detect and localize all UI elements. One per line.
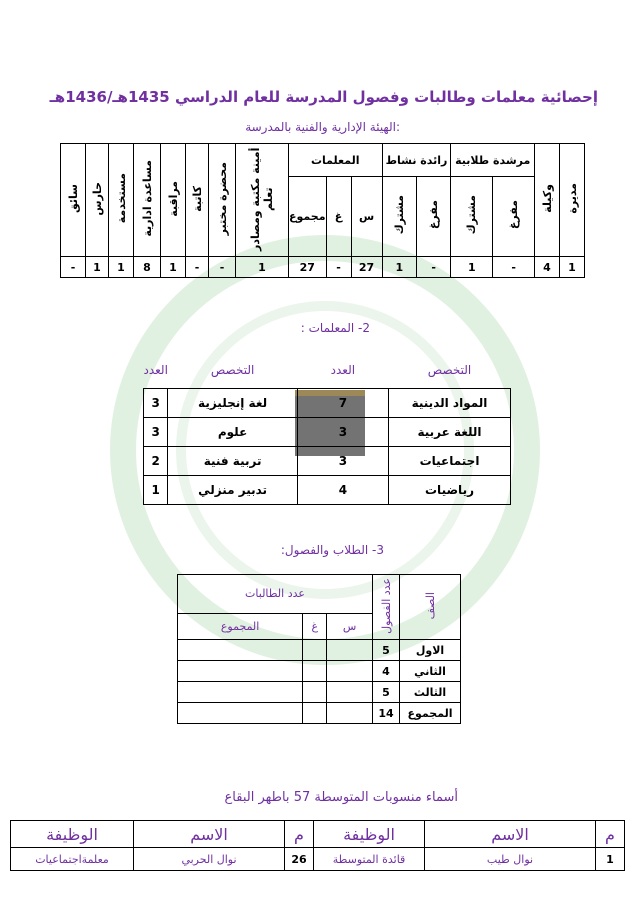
specialty-cell: تربية فنية [168, 447, 297, 476]
table-row [144, 447, 511, 476]
classes-cell: 4 [373, 661, 400, 682]
classes-cell: 5 [373, 640, 400, 661]
count-cell: 3 [144, 389, 168, 418]
col-s: س [327, 613, 373, 639]
specialty-cell: تدبير منزلي [168, 476, 297, 505]
job-cell: قائدة المتوسطة [314, 848, 425, 871]
value-cell: 4 [535, 257, 560, 278]
section4-heading: أسماء منسوبات المتوسطة 57 باطهر البقاع [224, 790, 458, 805]
m-cell: 26 [285, 848, 314, 871]
name-cell: نوال الحربي [134, 848, 285, 871]
value-cell: - [417, 257, 451, 278]
header-amina: أمينة مكتبة ومصادر تعلم [249, 146, 275, 251]
value-cell: - [326, 257, 351, 278]
value-cell: - [61, 257, 86, 278]
grade-cell: الثالث [400, 682, 461, 703]
section1-heading: :الهيئة الإدارية والفنية بالمدرسة [245, 120, 400, 134]
section2-heading: 2- المعلمات : [300, 321, 370, 335]
specialty-cell: رياضيات [389, 476, 511, 505]
table-row [178, 703, 461, 724]
value-cell: - [493, 257, 535, 278]
job-cell: معلمةاجتماعيات [11, 848, 134, 871]
value-cell: 27 [351, 257, 382, 278]
count-cell: 7 [297, 389, 388, 418]
count-cell: 3 [297, 418, 388, 447]
count-cell: 3 [297, 447, 388, 476]
col-job: الوظيفة [314, 821, 425, 848]
col-count: العدد [330, 363, 356, 377]
staff-table [60, 143, 585, 278]
header-mudira: مديرة [565, 183, 579, 214]
header-haris: حارس [90, 181, 104, 216]
value-cell: 1 [86, 257, 109, 278]
col-students: عدد الطالبات [178, 575, 373, 614]
col-m: م [596, 821, 625, 848]
grade-cell: المجموع [400, 703, 461, 724]
col-count: العدد [143, 363, 168, 377]
grade-cell: الاول [400, 640, 461, 661]
grade-cell: الثاني [400, 661, 461, 682]
value-cell: 27 [289, 257, 327, 278]
col-gh: غ [303, 613, 327, 639]
header-katiba: كاتبة [190, 185, 204, 212]
col-specialty: التخصص [427, 363, 472, 377]
specialty-cell: المواد الدينية [389, 389, 511, 418]
count-cell: 3 [144, 418, 168, 447]
m-cell: 1 [596, 848, 625, 871]
value-cell: - [186, 257, 209, 278]
staff-values-row [61, 257, 585, 278]
header-gh: غ [326, 177, 351, 257]
header-mustakhdama: مستخدمة [114, 173, 128, 224]
page-title: إحصائية معلمات وطالبات وفصول المدرسة للعام الدراسي 1435هـ/1436هـ [49, 88, 598, 106]
table-row [178, 640, 461, 661]
header-murshida: مرشدة طلابية [451, 144, 535, 177]
value-cell: 1 [236, 257, 289, 278]
classes-table [177, 574, 461, 724]
table-row [144, 418, 511, 447]
value-cell: 1 [109, 257, 134, 278]
murshida-mushtarak: مشترك [465, 195, 479, 235]
col-classes: عدد الفصول [379, 577, 393, 634]
section3-heading: 3- الطلاب والفصول: [280, 543, 384, 557]
header-muhdira: محضرة مختبر [215, 161, 229, 236]
col-job: الوظيفة [11, 821, 134, 848]
header-saiq: سائق [66, 184, 80, 213]
raida-mushtarak: مشترك [392, 195, 406, 235]
count-cell: 2 [144, 447, 168, 476]
table-row [11, 848, 625, 871]
classes-cell: 5 [373, 682, 400, 703]
specialty-cell: اجتماعيات [389, 447, 511, 476]
value-cell: - [209, 257, 236, 278]
col-m: م [285, 821, 314, 848]
value-cell: 8 [134, 257, 161, 278]
header-wakila: وكيلة [540, 184, 554, 213]
raida-mutafarrigh: مفرغ [427, 200, 441, 230]
value-cell: 1 [382, 257, 416, 278]
murshida-mutafarrigh: مفرغ [507, 200, 521, 230]
col-total: المجموع [178, 613, 303, 639]
count-cell: 4 [297, 476, 388, 505]
header-muallimat: المعلمات [289, 144, 383, 177]
table-row [144, 476, 511, 505]
col-name: الاسم [134, 821, 285, 848]
table-row [178, 682, 461, 703]
table-row [178, 661, 461, 682]
header-s: س [351, 177, 382, 257]
staff-names-table [10, 820, 625, 871]
value-cell: 1 [451, 257, 493, 278]
value-cell: 1 [560, 257, 585, 278]
header-musaida: مساعدة ادارية [140, 160, 154, 237]
value-cell: 1 [161, 257, 186, 278]
specialty-cell: اللغة عربية [389, 418, 511, 447]
name-cell: نوال طيب [425, 848, 596, 871]
col-specialty: التخصص [210, 363, 255, 377]
header-total: مجموع [289, 177, 327, 257]
col-grade: الصف [423, 591, 437, 620]
table-row [144, 389, 511, 418]
header-muraqiba: مراقبة [166, 180, 180, 217]
specialty-cell: لغة إنجليزية [168, 389, 297, 418]
col-name: الاسم [425, 821, 596, 848]
header-raida: رائدة نشاط [382, 144, 451, 177]
teachers-table [143, 352, 511, 505]
specialty-cell: علوم [168, 418, 297, 447]
classes-cell: 14 [373, 703, 400, 724]
count-cell: 1 [144, 476, 168, 505]
